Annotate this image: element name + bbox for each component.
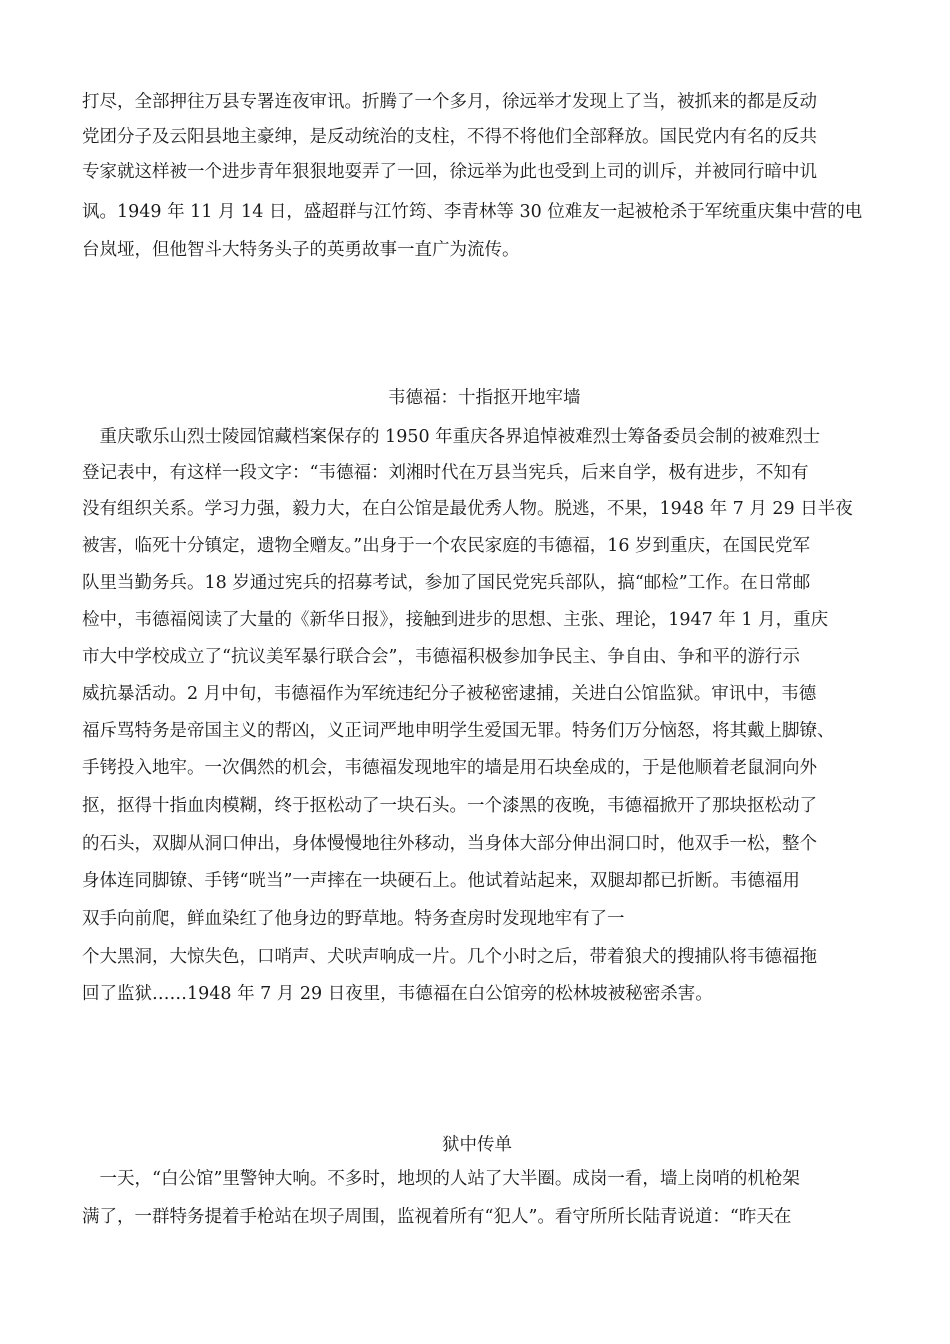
paragraph-line: 台岚垭，但他智斗大特务头子的英勇故事一直广为流传。 — [82, 240, 520, 260]
paragraph-line: 抠，抠得十指血肉模糊，终于抠松动了一块石头。一个漆黑的夜晚，韦德福掀开了那块抠松动了 — [82, 796, 817, 816]
paragraph-line: 专家就这样被一个进步青年狠狠地耍弄了一回，徐远举为此也受到上司的训斥，并被同行暗中讥 — [82, 162, 817, 182]
paragraph-line: 市大中学校成立了“抗议美军暴行联合会”，韦德福积极参加争民主、争自由、争和平的游行示 — [82, 647, 800, 667]
paragraph-line: 双手向前爬，鲜血染红了他身边的野草地。特务查房时发现地牢有了一 — [82, 909, 625, 929]
paragraph-line: 没有组织关系。学习力强，毅力大，在白公馆是最优秀人物。脱逃，不果，1948 年 7 月 29 日半夜 — [82, 499, 853, 519]
paragraph-line: 党团分子及云阳县地主豪绅，是反动统治的支柱，不得不将他们全部释放。国民党内有名的反共 — [82, 127, 817, 147]
section-title: 狱中传单 — [442, 1135, 512, 1155]
paragraph-line: 打尽，全部押往万县专署连夜审讯。折腾了一个多月，徐远举才发现上了当，被抓来的都是反动 — [82, 92, 817, 112]
paragraph-line: 讽。1949 年 11 月 14 日，盛超群与江竹筠、李青林等 30 位难友一起被枪杀于军统重庆集中营的电 — [82, 202, 863, 222]
paragraph-line: 威抗暴活动。2 月中旬，韦德福作为军统违纪分子被秘密逮捕，关进白公馆监狱。审讯中，韦德 — [82, 684, 817, 704]
paragraph-line: 队里当勤务兵。18 岁通过宪兵的招募考试，参加了国民党宪兵部队，搞“邮检”工作。在日常邮 — [82, 573, 811, 593]
paragraph-line: 的石头，双脚从洞口伸出，身体慢慢地往外移动，当身体大部分伸出洞口时，他双手一松，整个 — [82, 834, 817, 854]
section-title: 韦德福：十指抠开地牢墙 — [388, 388, 581, 408]
paragraph-line: 被害，临死十分镇定，遗物全赠友。”出身于一个农民家庭的韦德福，16 岁到重庆，在国民党军 — [82, 536, 811, 556]
paragraph-line: 个大黑洞，大惊失色，口哨声、犬吠声响成一片。几个小时之后，带着狼犬的搜捕队将韦德福拖 — [82, 947, 817, 967]
paragraph-line: 一天，“白公馆”里警钟大响。不多时，地坝的人站了大半圈。成岗一看，墙上岗哨的机枪架 — [82, 1169, 800, 1189]
paragraph-line: 福斥骂特务是帝国主义的帮凶，义正词严地申明学生爱国无罪。特务们万分恼怒，将其戴上脚镣、 — [82, 721, 835, 741]
paragraph-line: 满了，一群特务提着手枪站在坝子周围，监视着所有“犯人”。看守所所长陆青说道：“昨天在 — [82, 1207, 792, 1227]
paragraph-line: 检中，韦德福阅读了大量的《新华日报》，接触到进步的思想、主张、理论，1947 年 1 月，重庆 — [82, 610, 829, 630]
paragraph-line: 回了监狱……1948 年 7 月 29 日夜里，韦德福在白公馆旁的松林坡被秘密杀害。 — [82, 984, 713, 1004]
paragraph-line: 身体连同脚镣、手铐“咣当”一声摔在一块硬石上。他试着站起来，双腿却都已折断。韦德福用 — [82, 871, 800, 891]
paragraph-line: 手铐投入地牢。一次偶然的机会，韦德福发现地牢的墙是用石块垒成的，于是他顺着老鼠洞向外 — [82, 758, 817, 778]
paragraph-line: 登记表中，有这样一段文字：“韦德福：刘湘时代在万县当宪兵，后来自学，极有进步，不知有 — [82, 463, 809, 483]
paragraph-line: 重庆歌乐山烈士陵园馆藏档案保存的 1950 年重庆各界追悼被难烈士筹备委员会制的被难烈士 — [82, 427, 821, 447]
